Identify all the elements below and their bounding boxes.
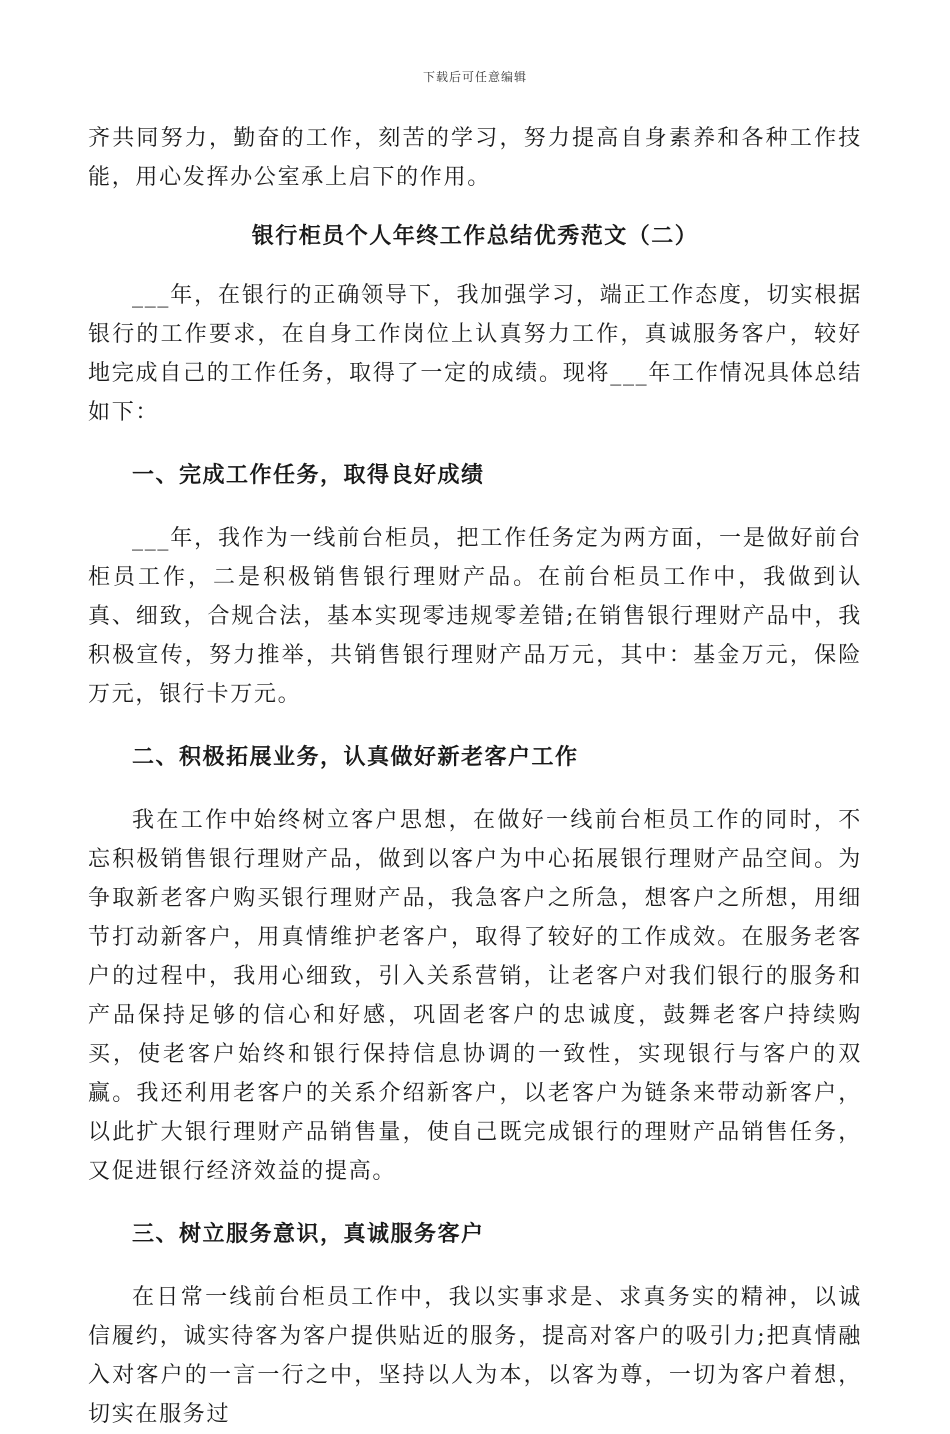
document-title: 银行柜员个人年终工作总结优秀范文（二） <box>251 223 699 249</box>
section-body-2: 我在工作中始终树立客户思想，在做好一线前台柜员工作的同时，不忘积极销售银行理财产品，做到以客户为中心拓展银行理财产品空间。为争取新老客户购买银行理财产品，我急客户之所急，想客户之所想，用细节打动新客户，用真情维护老客户，取得了较好的工作成效。在服务老客户的过程中，我用心细致，引入关系营销，让老客户对我们银行的服务和产品保持足够的信心和好感，巩固老客户的忠诚度，鼓舞老客户持续购买，使老客户始终和银行保持信息协调的一致性，实现银行与客户的双赢。我还利用老客户的关系介绍新客户，以老客户为链条来带动新客户，以此扩大银行理财产品销售量，使自己既完成银行的理财产品销售任务，又促进银行经济效益的提高。 <box>88 808 862 1184</box>
section-heading-3: 三、树立服务意识，真诚服务客户 <box>132 1221 485 1247</box>
section-body-3: 在日常一线前台柜员工作中，我以实事求是、求真务实的精神，以诚信履约，诚实待客为客户提供贴近的服务，提高对客户的吸引力;把真情融入对客户的一言一行之中，坚持以人为本，以客为尊，一切为客户着想，切实在服务过 <box>88 1285 862 1427</box>
page-header-note: 下载后可任意编辑 <box>422 70 527 84</box>
opening-paragraph: ___年，在银行的正确领导下，我加强学习，端正工作态度，切实根据银行的工作要求，在自身工作岗位上认真努力工作，真诚服务客户，较好地完成自己的工作任务，取得了一定的成绩。现将___年工作情况具体总结如下： <box>88 283 862 425</box>
intro-paragraph: 齐共同努力，勤奋的工作，刻苦的学习，努力提高自身素养和各种工作技能，用心发挥办公室承上启下的作用。 <box>88 126 862 190</box>
section-heading-1: 一、完成工作任务，取得良好成绩 <box>132 462 485 488</box>
section-body-1: ___年，我作为一线前台柜员，把工作任务定为两方面，一是做好前台柜员工作，二是积极销售银行理财产品。在前台柜员工作中，我做到认真、细致，合规合法，基本实现零违规零差错;在销售银行理财产品中，我积极宣传，努力推举，共销售银行理财产品万元，其中：基金万元，保险万元，银行卡万元。 <box>88 526 862 707</box>
section-heading-2: 二、积极拓展业务，认真做好新老客户工作 <box>132 744 579 770</box>
document-body <box>88 119 862 1434</box>
